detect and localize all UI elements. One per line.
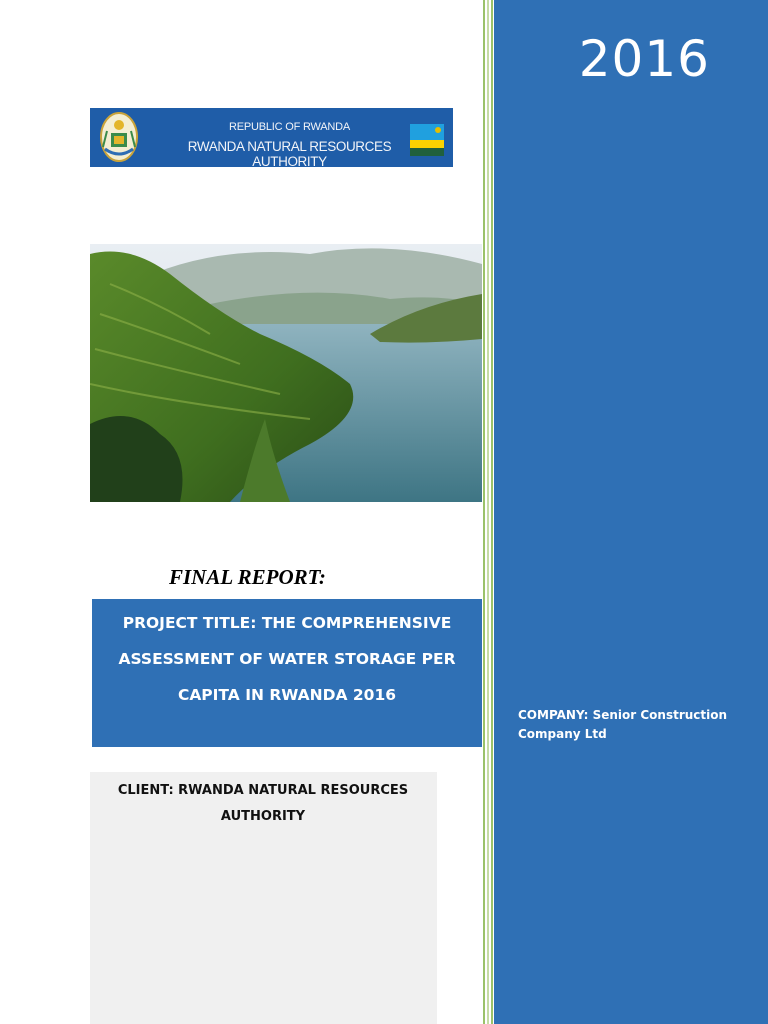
client-name-text: CLIENT: RWANDA NATURAL RESOURCES AUTHORITY xyxy=(117,783,409,824)
company-name: COMPANY: Senior Construction Company Ltd xyxy=(518,708,728,741)
column-separator xyxy=(487,0,489,1024)
right-side-panel xyxy=(494,0,768,1024)
column-separator xyxy=(483,0,485,1024)
authority-banner xyxy=(90,108,453,167)
final-report-heading: FINAL REPORT: xyxy=(169,565,326,589)
project-title-box xyxy=(92,599,482,747)
banner-republic-text: REPUBLIC OF RWANDA xyxy=(228,121,351,133)
column-separator xyxy=(491,0,493,1024)
rwanda-coat-of-arms-icon xyxy=(99,111,139,164)
report-year: 2016 xyxy=(578,30,710,88)
rwanda-flag-icon xyxy=(410,124,444,156)
project-title-text: PROJECT TITLE: THE COMPREHENSIVE ASSESSMENT OF WATER STORAGE PER CAPITA IN RWANDA 2016 xyxy=(118,614,456,704)
lake-landscape-photo xyxy=(90,244,482,502)
client-box xyxy=(90,772,437,1024)
banner-authority-text: RWANDA NATURAL RESOURCES AUTHORITY xyxy=(187,139,392,169)
